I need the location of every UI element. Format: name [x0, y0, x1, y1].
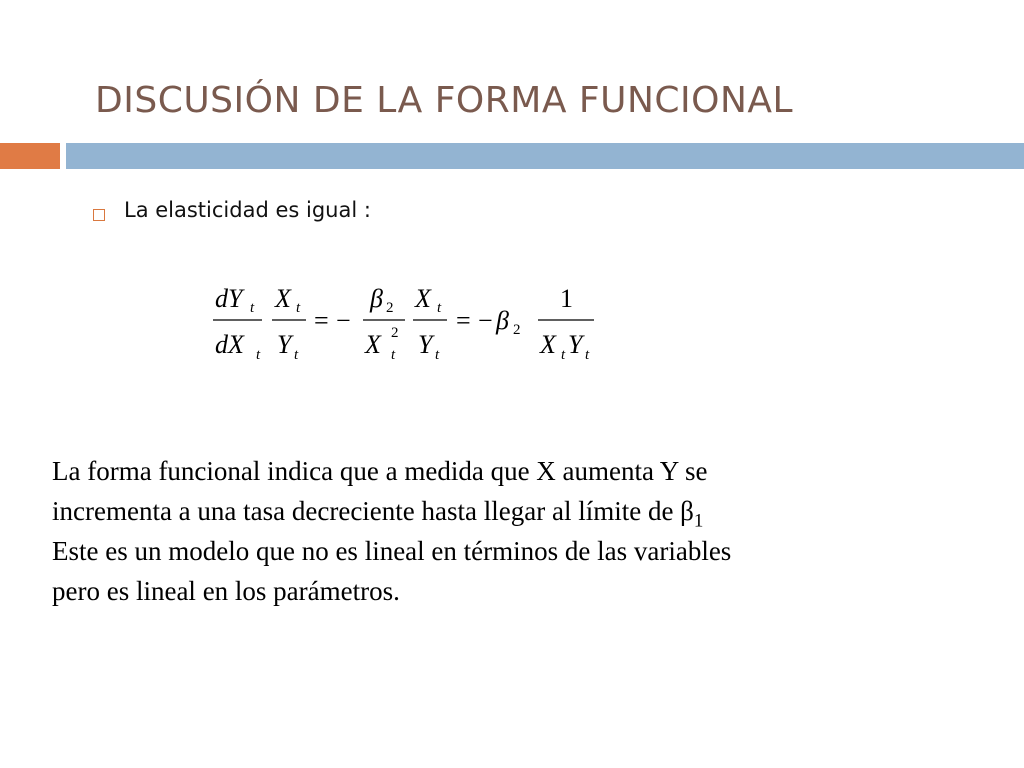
- beta-symbol: β: [680, 496, 694, 526]
- formula-one: 1: [560, 284, 573, 313]
- title-underline-bar: [66, 143, 1024, 169]
- bullet-text: La elasticidad es igual :: [124, 198, 371, 222]
- elasticity-formula: [200, 270, 620, 380]
- formula-y-den-3: Y: [568, 330, 583, 359]
- formula-dy-sub: t: [250, 300, 255, 316]
- formula-y-den-sub: t: [294, 347, 299, 363]
- formula-x-num-sub: t: [296, 300, 301, 316]
- formula-beta-2: β: [496, 306, 509, 335]
- formula-x-sq-exp: 2: [391, 325, 399, 341]
- paragraph-line-3: Este es un modelo que no es lineal en términos de las variables: [52, 536, 732, 566]
- formula-minus-2: −: [478, 306, 493, 335]
- formula-beta-num-sub: 2: [386, 300, 394, 316]
- formula-x-den-3: X: [540, 330, 556, 359]
- formula-y-den-3-sub: t: [585, 347, 590, 363]
- formula-x-sq: X: [365, 330, 381, 359]
- bullet-square-icon: [93, 209, 105, 221]
- paragraph-line-1: La forma funcional indica que a medida que X aumenta Y se: [52, 456, 708, 486]
- formula-y-den: Y: [277, 330, 292, 359]
- formula-x-num-2: X: [415, 284, 431, 313]
- formula-y-den-2-sub: t: [435, 347, 440, 363]
- formula-x-sq-sub: t: [391, 347, 396, 363]
- formula-x-num-2-sub: t: [437, 300, 442, 316]
- formula-x-den-3-sub: t: [561, 347, 566, 363]
- formula-equals-2: =: [456, 306, 471, 335]
- formula-equals-1: =: [314, 306, 329, 335]
- explanation-paragraph: [52, 451, 982, 611]
- formula-dx-sub: t: [256, 347, 261, 363]
- beta-subscript: 1: [693, 510, 704, 532]
- slide-title: DISCUSIÓN DE LA FORMA FUNCIONAL: [95, 80, 794, 121]
- formula-minus-1: −: [336, 306, 351, 335]
- formula-beta-num: β: [370, 284, 383, 313]
- paragraph-line-4: pero es lineal en los parámetros.: [52, 576, 400, 606]
- formula-dx: dX: [215, 330, 244, 359]
- formula-beta-2-sub: 2: [513, 322, 521, 338]
- formula-dy: dY: [215, 284, 243, 313]
- formula-x-num: X: [275, 284, 291, 313]
- paragraph-line-2: [52, 491, 982, 531]
- title-accent-bar: [0, 143, 60, 169]
- formula-y-den-2: Y: [418, 330, 433, 359]
- paragraph-line-2-text: incrementa a una tasa decreciente hasta llegar al límite de: [52, 496, 681, 526]
